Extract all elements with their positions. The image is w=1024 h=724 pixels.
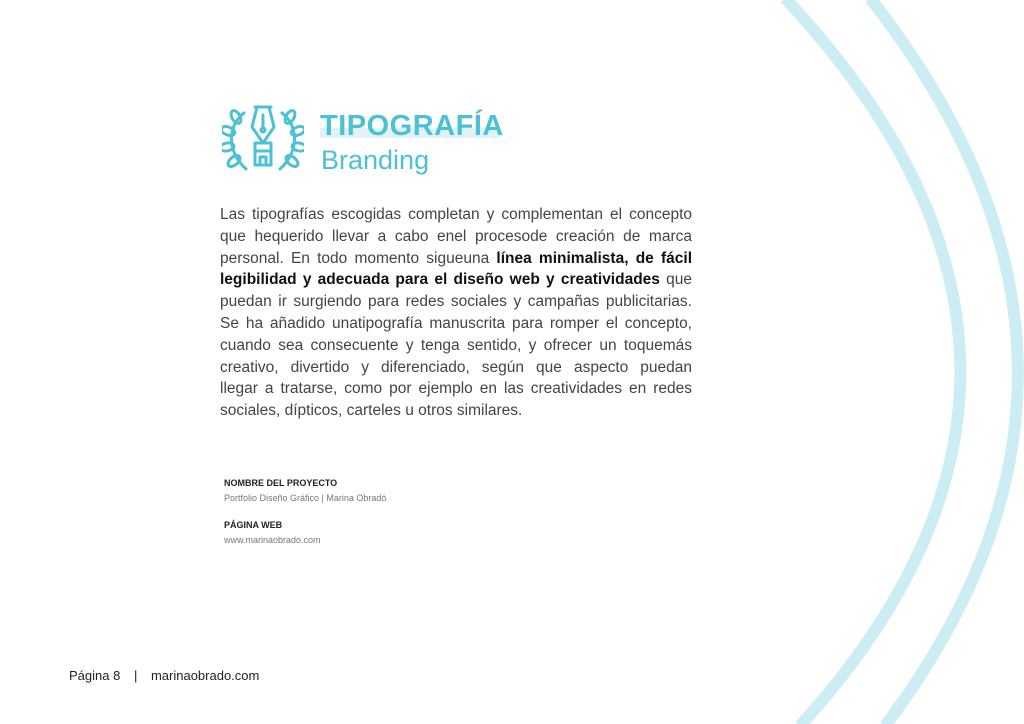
text-segment: puedan ir surgiendo para redes sociales y campañas publicitarias. [220,293,692,311]
inner-arc [785,0,960,724]
body-line [220,248,692,270]
body-line [220,204,692,226]
footer-site[interactable]: marinaobrado.com [150,668,260,683]
text-segment: Las tipografías escogidas completan y complementan el concepto [220,206,692,223]
page-title: TIPOGRAFÍA [320,110,504,142]
laurel-pen-nib-icon [222,103,304,177]
text-segment: cuando sea consecuente y tenga sentido, y ofrecer un toquemás [220,336,692,354]
text-segment: sociales, dípticos, carteles u otros similares. [220,402,523,420]
body-line [220,400,692,422]
project-label: NOMBRE DEL PROYECTO [224,478,338,488]
text-segment: personal. En todo momento sigueuna [220,249,497,267]
page-subtitle: Branding [321,145,430,175]
website-link[interactable]: www.marinaobrado.com [224,535,321,545]
website-label: PÁGINA WEB [224,520,283,530]
text-segment: llegar a tratarse, como por ejemplo en las creatividades en redes [220,380,692,398]
project-info [224,478,386,503]
website-info [224,520,321,545]
body-line [220,357,692,379]
text-segment: Se ha añadido unatipografía manuscrita para romper el concepto, [220,314,692,332]
body-line [220,291,692,313]
project-value: Portfolio Diseño Gráfico | Marina Obradó [224,493,387,503]
text-segment: que [659,271,692,289]
body-paragraph [220,204,692,422]
outer-arc [870,0,1018,724]
bold-text: línea minimalista, de fácil [496,249,693,267]
page-number: Página 8 [69,668,121,683]
body-line [220,226,692,248]
body-line [220,269,692,291]
text-segment: creativo, divertido y diferenciado, según que aspecto puedan [220,358,692,376]
footer-separator: | [133,668,138,683]
bold-text: legibilidad y adecuada para el diseño web y creatividades [220,271,660,289]
body-line [220,378,692,400]
text-segment: que hequerido llevar a cabo enel procesode creación de marca [220,227,692,245]
body-line [220,335,692,357]
footer [69,668,259,683]
body-line [220,313,692,335]
